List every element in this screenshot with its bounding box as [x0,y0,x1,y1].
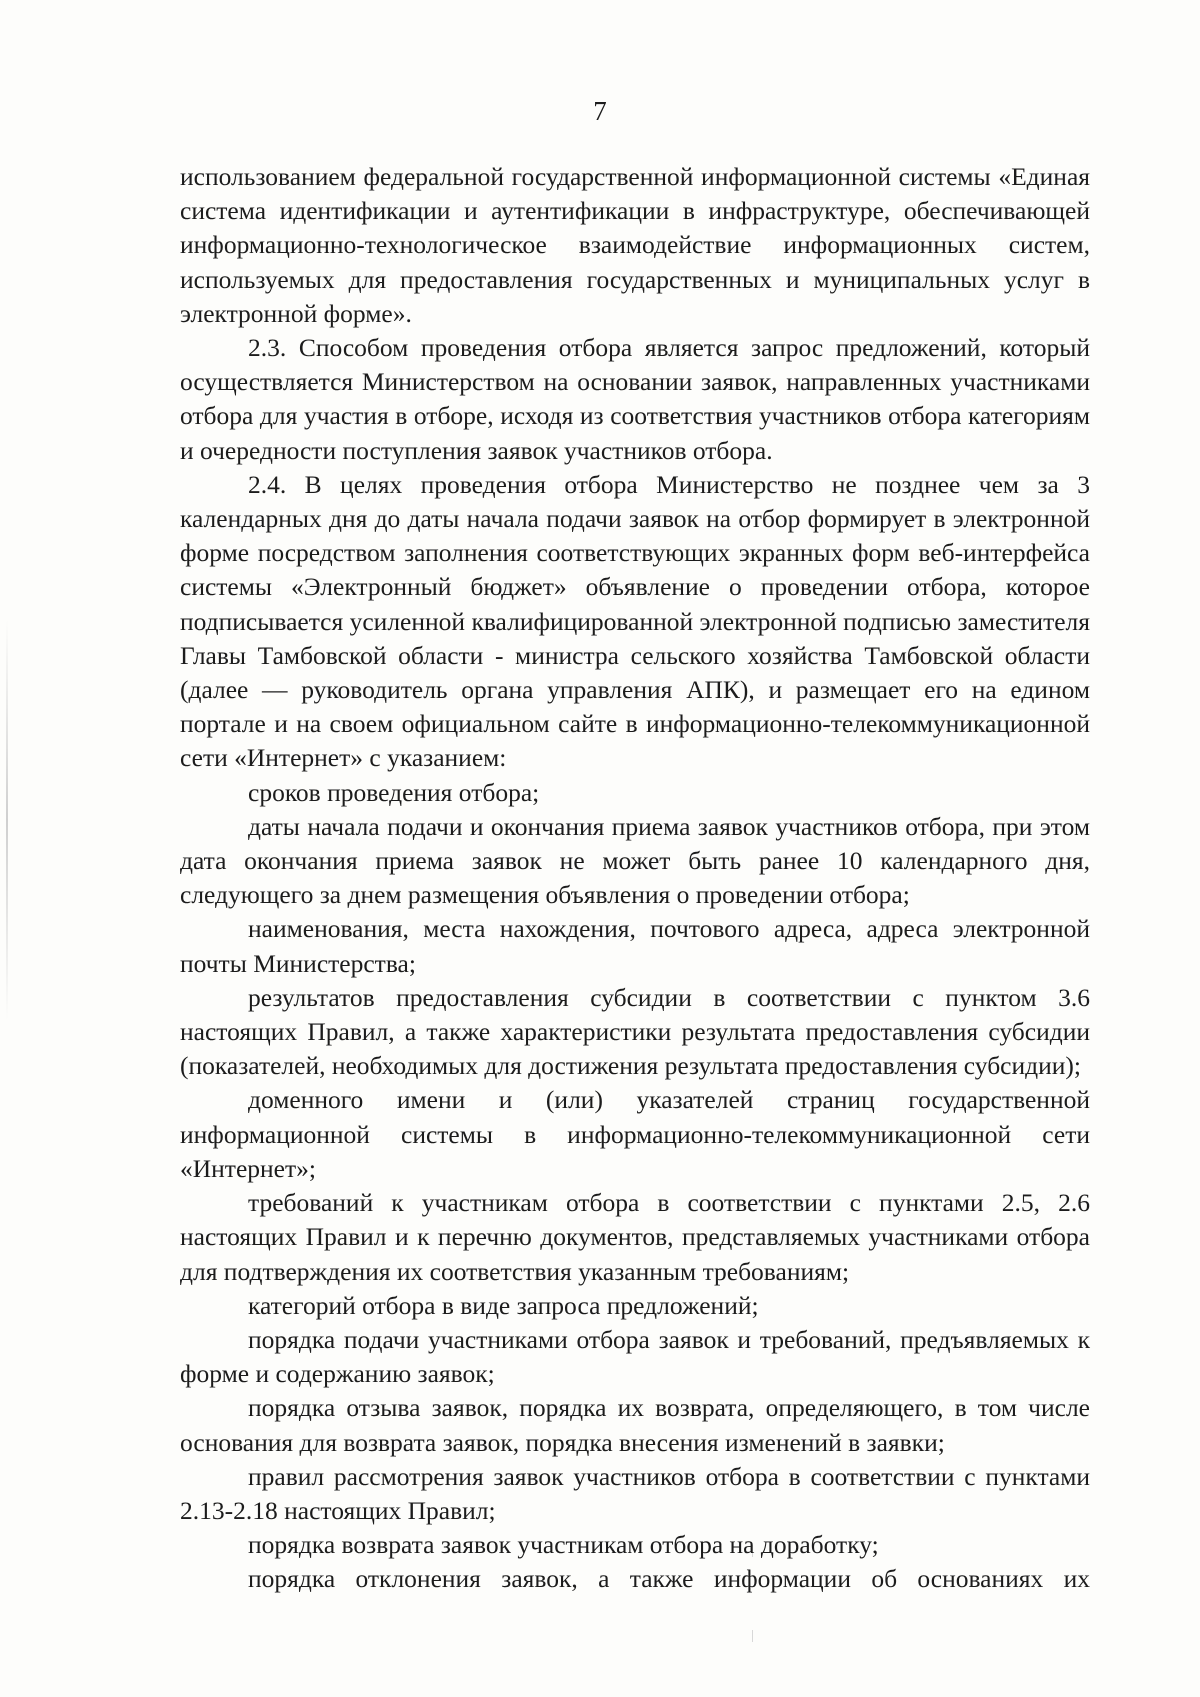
paragraph: даты начала подачи и окончания приема заявок участников отбора, при этом дата окончания приема заявок не может быть ранее 10 календарного дня, следующего за днем размещения объявления о проведении отбора; [180,811,1090,910]
paragraph: категорий отбора в виде запроса предложений; [248,1290,759,1320]
paragraph: требований к участникам отбора в соответствии с пунктами 2.5, 2.6 настоящих Правил и к перечню документов, представляемых участниками отбора для подтверждения их соответствия указанным требованиям; [180,1188,1090,1286]
page-number: 7 [593,96,607,126]
paragraph: правил рассмотрения заявок участников отбора в соответствии с пунктами 2.13-2.18 настоящих Правил; [180,1461,1090,1525]
document-body [180,160,1090,1597]
scan-edge-artifact [6,620,8,1020]
paragraph: сроков проведения отбора; [248,777,540,807]
paragraph: 2.4. В целях проведения отбора Министерство не позднее чем за 3 календарных дня до даты начала подачи заявок на отбор формирует в электронной форме посредством заполнения соответствующих экранных форм веб-интерфейса системы «Электронный бюджет» объявление о проведении отбора, которое подписывается усиленной квалифицированной электронной подписью заместителя Главы Тамбовской области - министра сельского хозяйства Тамбовской области (далее — руководитель органа управления АПК), и размещает его на едином портале и на своем официальном сайте в информационно-телекоммуникационной сети «Интернет» с указанием: [180,469,1090,773]
scan-mark [752,1630,753,1642]
paragraph: порядка отзыва заявок, порядка их возврата, определяющего, в том числе основания для возврата заявок, порядка внесения изменений в заявки; [180,1393,1090,1457]
paragraph: результатов предоставления субсидии в соответствии с пунктом 3.6 настоящих Правил, а также характеристики результата предоставления субсидии (показателей, необходимых для достижения результата предоставления субсидии); [180,982,1090,1081]
paragraph: порядка подачи участниками отбора заявок и требований, предъявляемых к форме и содержанию заявок; [180,1324,1090,1389]
paragraph: использованием федеральной государственной информационной системы «Единая система идентификации и аутентификации в инфраструктуре, обеспечивающей информационно-технологическое взаимодействие информационных систем, используемых для предоставления государственных и муниципальных услуг в электронной форме». [180,162,1090,328]
paragraph: доменного имени и (или) указателей страниц государственной информационной системы в информационно-телекоммуникационной сети «Интернет»; [180,1085,1090,1183]
paragraph: порядка отклонения заявок, а также информации об основаниях их [248,1564,1090,1594]
paragraph: 2.3. Способом проведения отбора является запрос предложений, который осуществляется Министерством на основании заявок, направленных участниками отбора для участия в отборе, исходя из соответствия участников отбора категориям и очередности поступления заявок участников отбора. [180,333,1090,465]
paragraph: наименования, места нахождения, почтового адреса, адреса электронной почты Министерства; [180,914,1090,978]
paragraph: порядка возврата заявок участникам отбора на доработку; [248,1530,879,1560]
